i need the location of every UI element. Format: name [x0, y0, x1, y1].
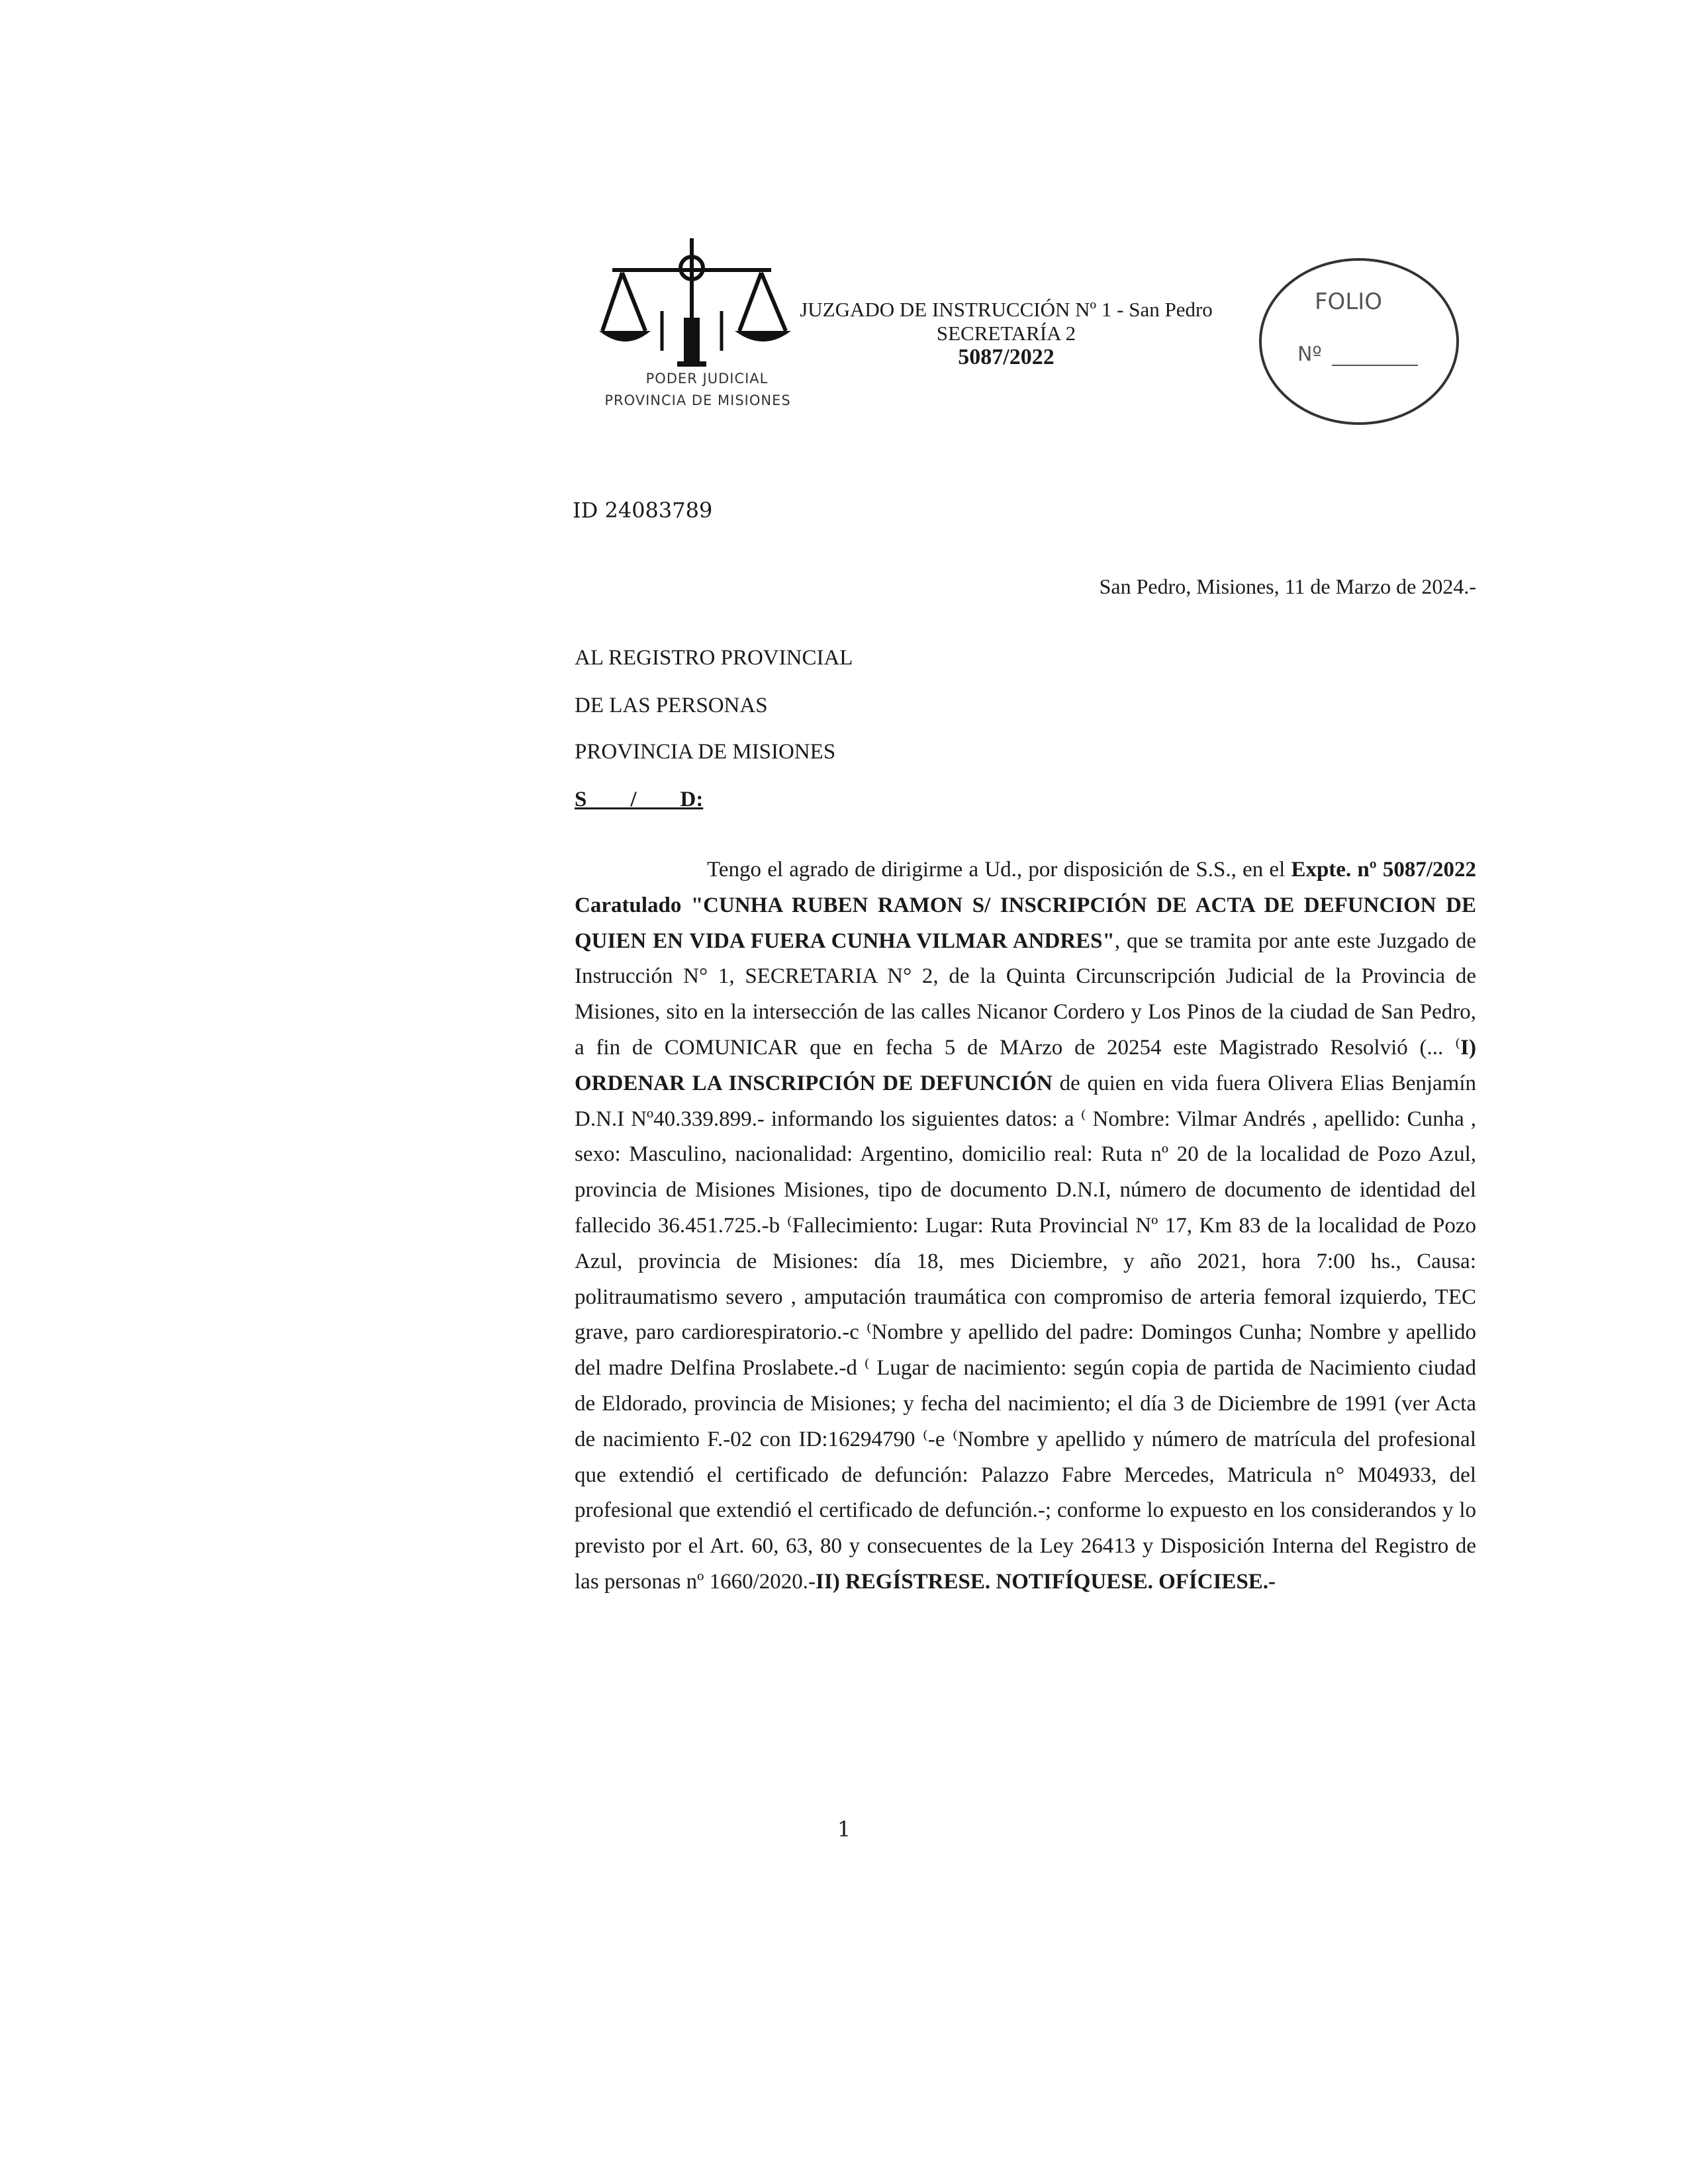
- folio-stamp: [1259, 258, 1459, 425]
- salutation: S / D:: [575, 788, 704, 811]
- body-bold-closing: II) REGÍSTRESE. NOTIFÍQUESE. OFÍCIESE.-: [816, 1569, 1276, 1594]
- folio-number-blank: [1332, 365, 1418, 366]
- emblem-caption-2: PROVINCIA DE MISIONES: [604, 392, 791, 408]
- recipient-line-3: PROVINCIA DE MISIONES: [575, 740, 836, 764]
- document-date: San Pedro, Misiones, 11 de Marzo de 2024.-: [1099, 574, 1476, 598]
- page-number: 1: [837, 1817, 851, 1842]
- folio-number-label: Nº: [1297, 343, 1322, 366]
- recipient-line-2: DE LAS PERSONAS: [575, 694, 768, 717]
- body-paragraph: [575, 852, 1476, 1600]
- recipient-line-1: AL REGISTRO PROVINCIAL: [575, 646, 853, 670]
- body-text-3: de quien en vida fuera Olivera Elias Benjamín D.N.I Nº40.339.899.- informando los siguientes datos: a ⁽ Nombre: Vilmar Andrés , apellido: Cunha , sexo: Masculino, nacionalidad: Argentino, domicilio real: Ruta nº 20 de la localidad de Pozo Azul, provincia de Misiones Misiones, tipo de documento D.N.I, número de documento de identidad del fallecido 36.451.725.-b ⁽Fallecimiento: Lugar: Ruta Provincial Nº 17, Km 83 de la localidad de Pozo Azul, provincia de Misiones: día 18, mes Diciembre, y año 2021, hora 7:00 hs., Causa: politraumatismo severo , amputación traumática con compromiso de arteria femoral izquierdo, TEC grave, paro cardiorespiratorio.-c ⁽Nombre y apellido del padre: Domingos Cunha; Nombre y apellido del madre Delfina Proslabete.-d ⁽ Lugar de nacimiento: según copia de partida de Nacimiento ciudad de Eldorado, provincia de Misiones; y fecha del nacimiento; el día 3 de Diciembre de 1991 (ver Acta de nacimiento F.-02 con ID:16294790 ⁽-e ⁽Nombre y apellido y número de matrícula del profesional que extendió el certificado de defunción: Palazzo Fabre Mercedes, Matricula n° M04933, del profesional que extendió el certificado de defunción.-; conforme lo expuesto en los considerandos y lo previsto por el Art. 60, 63, 80 y consecuentes de la Ley 26413 y Disposición Interna del Registro de las personas nº 1660/2020.-: [575, 1071, 1477, 1594]
- emblem-caption-1: PODER JUDICIAL: [645, 371, 769, 387]
- body-bold-case: Expte. nº 5087/2022 Caratulado "CUNHA RUBEN RAMON S/ INSCRIPCIÓN DE ACTA DE DEFUNCION DE QUIEN EN VIDA FUERA CUNHA VILMAR ANDRES": [575, 858, 1476, 953]
- case-number: 5087/2022: [958, 345, 1055, 369]
- document-id: ID 24083789: [573, 498, 713, 523]
- body-text-1: Tengo el agrado de dirigirme a Ud., por disposición de S.S., en el: [707, 858, 1291, 882]
- body-bold-order: I) ORDENAR LA INSCRIPCIÓN DE DEFUNCIÓN: [575, 1035, 1476, 1095]
- folio-label: FOLIO: [1315, 289, 1383, 315]
- court-header: [741, 298, 1271, 369]
- secretary-name: SECRETARÍA 2: [936, 322, 1076, 345]
- court-name: JUZGADO DE INSTRUCCIÓN Nº 1 - San Pedro: [800, 298, 1213, 321]
- body-text-2: , que se tramita por ante este Juzgado de Instrucción N° 1, SECRETARIA N° 2, de la Quinta Circunscripción Judicial de la Provincia de Misiones, sito en la intersección de las calles Nicanor Cordero y Los Pinos de la ciudad de San Pedro, a fin de COMUNICAR que en fecha 5 de MArzo de 20254 este Magistrado Resolvió (... ⁽: [575, 929, 1476, 1060]
